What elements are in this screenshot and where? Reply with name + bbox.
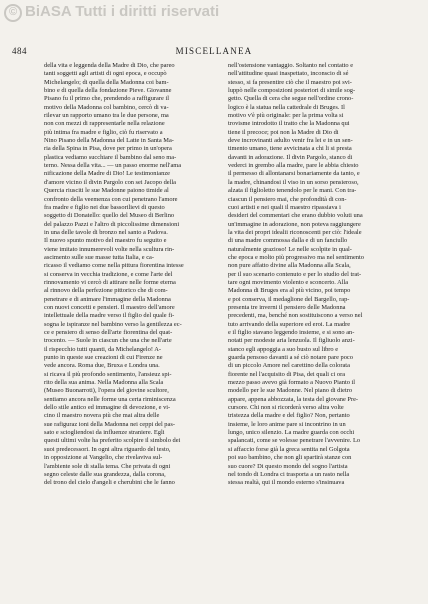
text-line: il permesso di allontanarsi bonariamente da tanto, e: [228, 170, 360, 178]
text-line: motivo della Madonna col bambino, cercò di va-: [44, 103, 169, 111]
text-column-left: [44, 62, 230, 592]
text-column-right: [228, 62, 414, 592]
text-line: sentiamo ancora nelle forme una certa riminiscenza: [44, 395, 176, 403]
text-line: tiene il precoce; poi non la Madre di Dio di: [228, 128, 339, 136]
text-line: trocento. — Suole in ciascun che una che nell'arte: [44, 337, 172, 345]
text-line: fra madre e figlio nei due bassorilievi di questo: [44, 203, 165, 211]
text-line: nel tondo di Londra ci trasporta a un rasto nella: [228, 470, 350, 478]
text-line: motivo v'è più originale: per la prima volta si: [228, 112, 344, 120]
text-line: segno celeste dalle sua grandezza, dalla corona,: [44, 470, 166, 478]
text-line: luppò nelle composizioni posteriori di simile sog-: [228, 87, 356, 95]
text-line: rinnovamento vi cercò di attirare nelle forme eterna: [44, 278, 176, 286]
text-line: precedenti, ma, benché non sostituiscono a verso nel: [228, 312, 363, 320]
text-line: in una delle tavole di bronzo nel santo a Padova.: [44, 228, 168, 236]
text-line: per il suo scenario contenuto e per lo studio del trat-: [228, 270, 362, 278]
text-line: modello per le sue Madonne. Nel piano di dietro: [228, 387, 353, 395]
text-line: di un piccolo Amore nel carettino della colorata: [228, 362, 350, 370]
text-line: poi suo bambino, che non gli spartirà stanze con: [228, 454, 352, 462]
page-number: 484: [12, 46, 27, 56]
text-line: non pure affatto divine alla Madonna alla Scala,: [228, 262, 351, 270]
text-line: ce e pensiero di senso dell'arte fiorentina del quat-: [44, 329, 173, 336]
text-line: vede ancora. Roma due, Bruxa e Londra una.: [44, 362, 160, 370]
text-line: bino e di quella della fondazione Pieve. Giovanne: [44, 87, 172, 95]
text-line: non con mezzi di rappresentarle nella relazione: [44, 120, 165, 128]
text-line: questi ultimi volte ha preferito scolpire il simbolo dei: [44, 437, 181, 445]
text-line: un'immagine in adorazione, non poteva raggiungere: [228, 220, 361, 228]
text-line: ricasso il vediamo come nella pittura fiorentina intesse: [44, 262, 184, 270]
text-line: rito della sua anima. Nella Madonna alla Scala: [44, 379, 164, 387]
text-line: d'amore vicino il divin Pargolo con sei Jacopo della: [44, 178, 177, 186]
text-line: deve incrovinanti adulto venir fra lei e in un sen-: [228, 137, 353, 145]
text-line: viene imitato innumerevoli volte nella scultura rin-: [44, 245, 175, 253]
text-line: tuto arrivando della superiore ed eroi. La madre: [228, 320, 351, 328]
text-line: presenta tre inverni il pensiero delle Madonna: [228, 303, 346, 311]
text-line: di una madre commossa dalla e di un fanciullo: [228, 237, 348, 245]
text-line: e poi conserva, il medaglione del Bargello, rap-: [228, 295, 350, 303]
text-line: del palazzo Pazzi e l'altro di piccolissime dimensioni: [44, 220, 180, 228]
text-line: vederci in grembo alla madre, pare le abbia chiesto: [228, 162, 359, 170]
text-line: stanco egli appoggia a suo busto sul libro e: [228, 345, 339, 353]
text-line: cino il maestro novera più che mai altra delle: [44, 412, 160, 420]
text-line: nificazione della Madre di Dio! Le testimonianze: [44, 170, 170, 178]
text-line: guarda pensoso davanti a sé ciò notare pare poco: [228, 354, 353, 362]
text-line: alzata il figlioletto tenendolo per le mani. Con tra-: [228, 187, 357, 195]
text-line: intellettuale della madre verso il figlio del quale fi-: [44, 312, 175, 320]
text-line: ascimento sulle sue masse tutta Italia, e ca-: [44, 253, 155, 261]
text-line: rilevar un rapporto umano tra le due persone, ma: [44, 112, 169, 120]
text-line: plastica vediamo succhiare il bambino dal seno ma-: [44, 153, 177, 161]
text-line: ciascun il pensiero mai, che profondità di con-: [228, 195, 347, 203]
text-line: sogna le ispiranze nel bambino verso la gentilezza ec-: [44, 320, 182, 328]
text-line: si conserva in vecchia tradizione, e come l'arte del: [44, 270, 173, 278]
text-line: della vita e leggenda della Madre di Dio, che pareo: [44, 62, 175, 69]
copyright-icon: ©: [4, 4, 22, 22]
text-line: l'ambiente sole di stalla tema. Che privata di ogni: [44, 462, 171, 470]
text-line: tanti soggetti agli artisti di ogni epoca, e occupò: [44, 70, 167, 78]
text-line: Quercia riusciti le sue Madonne paiono timide al: [44, 187, 169, 195]
text-line: il rispecchio tutti quanti, da Michelangelo! A-: [44, 345, 161, 353]
text-line: sue rafiguraz ioni della Madonna nei ceppi del pas-: [44, 420, 175, 428]
text-line: che epoca e molto più progressivo ma nel sentimento: [228, 253, 364, 261]
text-line: Il nuovo spunto motivo del maestro fu seguito e: [44, 237, 167, 245]
text-line: in opposizione ai Vangelio, che rivelaviva sul-: [44, 454, 163, 462]
text-line: Pisano fu il primo che, prendendo a raffigurare il: [44, 95, 169, 103]
text-line: Madonna di Bruges era al più vicino, poi tempo: [228, 287, 351, 295]
text-line: con nuovi concetti e pensieri. Il maestro dell'amore: [44, 303, 175, 311]
text-line: (Museo Buonarroti), l'opera del giovine scultore,: [44, 387, 169, 395]
text-line: mezzo passo avevo già formato a Nuovo Pianto il: [228, 379, 356, 387]
watermark: [4, 3, 219, 22]
text-line: si ricava il più profondo sentimento, l'ansieuz spi-: [44, 370, 172, 378]
text-line: Nino Pisano della Madonna del Latte in Santa Ma-: [44, 137, 174, 145]
text-line: trovisme introdotto il tratto che la Madonna qui: [228, 120, 350, 128]
text-line: timento umano, tiene avvicinata a chi li si presta: [228, 145, 352, 153]
running-head: MISCELLANEA: [175, 46, 253, 56]
text-line: stesso, si fa presentire ciò che il maestro poi svi-: [228, 78, 352, 86]
text-line: tristezza della madre e del figlio? Non, pertanto: [228, 412, 350, 420]
text-line: cuoi artisti e nei quali il maestro ripassiava i: [228, 203, 341, 211]
text-line: nell'attitudine quasi inaspettato, inconscio di sé: [228, 70, 349, 78]
text-line: fiorente nel l'acquisito di Pisa, dei quali ci ora: [228, 370, 346, 378]
text-line: suo cuore? Di questo mondo del sogno l'artista: [228, 462, 348, 470]
text-line: la madre, chinandosi il viso in un sorso pensieroso,: [228, 178, 359, 186]
text-line: più intima fra madre e figlio, ciò fu riservato a: [44, 128, 163, 136]
text-line: sato e sciogliendosi da influenze straniere. Egli: [44, 429, 165, 437]
text-line: stessa realtà, qui il mondo esterno s'insinuava: [228, 479, 345, 487]
text-line: appare, appena abbozzata, la testa del giovane Pre-: [228, 395, 359, 403]
text-line: spalancati, come se volesse penetrare l'avvenire. Lo: [228, 437, 361, 445]
text-line: naturalmente grazioso! Le nelle scolpite in qual-: [228, 245, 352, 253]
text-line: terno. Nessa della vita... — un passo enorme nell'ama: [44, 162, 182, 170]
text-line: ria della Spina in Pisa, dove per primo in un'opera: [44, 145, 172, 153]
text-line: logico è la statua nella cattedrale di Bruges. Il: [228, 103, 345, 111]
text-line: soggetto di Donatello: quello del Museo di Berlino: [44, 212, 175, 220]
text-line: notati per modeste aria lenzuola. Il figliuolo anzi-: [228, 337, 355, 345]
text-line: penetrare e di animare l'immagine della Madonna: [44, 295, 171, 303]
text-line: al rinnovo della perfezione pittorico che di com-: [44, 287, 168, 295]
text-line: desideri del commentari che erano dubbio voluti una: [228, 212, 363, 220]
text-line: la vita dei propri idealii riconoscenti per ciò: l'ideale: [228, 228, 362, 236]
text-line: Michelangelo; di quella della Madonna coi bam-: [44, 78, 169, 86]
text-line: del trono del cielo d'angeli e cherubini che le fanno: [44, 479, 175, 487]
text-line: si affaccio forse già la greca sentita nel Golgota: [228, 445, 350, 453]
text-line: confronto della veemenza con cui penetrano l'amore: [44, 195, 178, 203]
text-line: e il figlio stavano leggendo insieme, e si sono an-: [228, 329, 355, 336]
text-line: cursore. Chi non si ricorderà verso altra volte: [228, 404, 344, 412]
text-line: getto. Quella di cera che segue nell'ordine crono-: [228, 95, 354, 103]
text-line: punto in queste sue creazioni di cui Firenze ne: [44, 354, 163, 362]
text-line: suoi predecessori. In ogni altra riguardo del testo,: [44, 445, 171, 453]
text-line: nell'ostensione vantaggio. Soltanto nel contatto e: [228, 62, 354, 69]
text-line: davanti in adorazione. Il divin Pargolo, stanco di: [228, 153, 353, 161]
watermark-text: BiASA Tutti i diritti riservati: [25, 3, 220, 20]
page-header: [0, 46, 428, 60]
text-line: dello stile antico ed immagine di devozione, e vi-: [44, 404, 171, 412]
text-line: insieme, le loro anime pare si incontrino in un: [228, 420, 346, 428]
text-line: lungo, unico silenzio. La madre guarda con occhi: [228, 429, 355, 437]
text-line: tare ogni movimento violento e sconcerto. Alla: [228, 278, 349, 286]
